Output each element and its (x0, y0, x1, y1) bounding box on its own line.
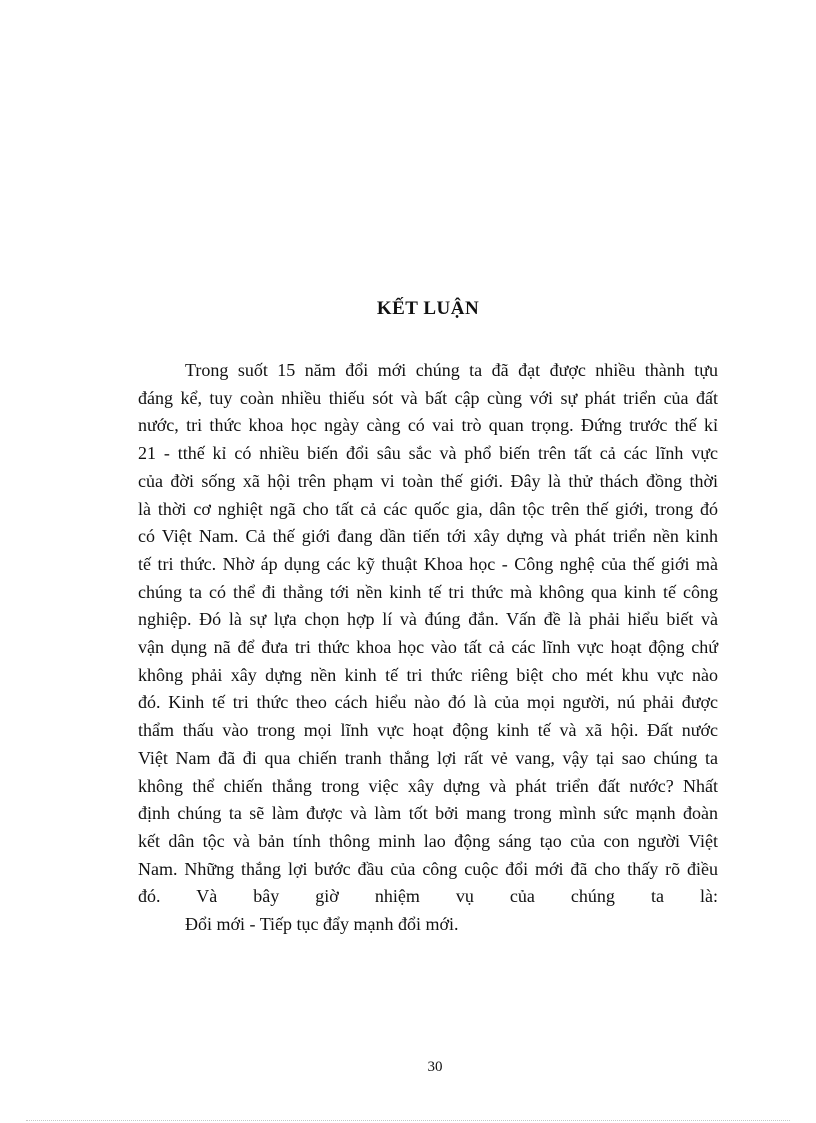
footer-divider (26, 1120, 790, 1121)
paragraph-line: Việt Nam đã đi qua chiến tranh thắng lợi rất vẻ vang, vậy tại sao chúng ta (138, 747, 718, 768)
paragraph-line: Trong suốt 15 năm đổi mới chúng ta đã đạt được nhiều thành tựu (185, 360, 718, 380)
paragraph-line: chúng ta có thể đi thẳng tới nền kinh tế tri thức mà không qua kinh tế công (138, 581, 718, 602)
paragraph-line: của đời sống xã hội trên phạm vi toàn thế giới. Đây là thử thách đồng thời (138, 470, 718, 491)
paragraph-line: không thể chiến thắng trong việc xây dựng và phát triển đất nước? Nhất (138, 775, 718, 796)
paragraph-line: là thời cơ nghiệt ngã cho tất cả các quốc gia, dân tộc trên thế giới, trong đó (138, 498, 718, 519)
paragraph-line: nghiệp. Đó là sự lựa chọn hợp lí và đúng đắn. Vấn đề là phải hiểu biết và (138, 609, 718, 630)
paragraph-line: thẩm thấu vào trong mọi lĩnh vực hoạt động kinh tế và xã hội. Đất nước (138, 720, 718, 741)
paragraph-line: đó. Kinh tế tri thức theo cách hiểu nào đó là của mọi người, nú phải được (138, 692, 718, 713)
paragraph-line: tế tri thức. Nhờ áp dụng các kỹ thuật Khoa học - Công nghệ của thế giới mà (138, 553, 718, 574)
paragraph-line: có Việt Nam. Cả thế giới đang dần tiến tới xây dựng và phát triển nền kinh (138, 526, 718, 547)
paragraph-line: vận dụng nã để đưa tri thức khoa học vào tất cả các lĩnh vực hoạt động chứ (138, 637, 718, 658)
paragraph-line: nước, tri thức khoa học ngày càng có vai trò quan trọng. Đứng trước thế kỉ (138, 415, 718, 436)
paragraph-line: định chúng ta sẽ làm được và làm tốt bởi mang trong mình sức mạnh đoàn (138, 803, 718, 824)
page-number: 30 (427, 1059, 443, 1075)
paragraph-line: Nam. Những thắng lợi bước đầu của công cuộc đổi mới đã cho thấy rõ điều (138, 858, 718, 879)
paragraph-line: không phải xây dựng nền kinh tế tri thức riêng biệt cho mét khu vực nào (138, 664, 718, 685)
paragraph-line: kết dân tộc và bản tính thông minh lao động sáng tạo của con người Việt (138, 830, 718, 851)
paragraph-line: đáng kể, tuy coàn nhiều thiếu sót và bất cập cùng với sự phát triển của đất (138, 387, 718, 408)
page-title: KẾT LUẬN (376, 298, 480, 319)
conclusion-paragraph (138, 357, 718, 939)
paragraph-line: 21 - tthế kỉ có nhiều biến đổi sâu sắc và phổ biến trên tất cả các lĩnh vực (138, 443, 718, 464)
paragraph-line: đó. Và bây giờ nhiệm vụ của chúng ta là: (138, 886, 718, 907)
closing-line: Đổi mới - Tiếp tục đẩy mạnh đổi mới. (185, 914, 459, 935)
